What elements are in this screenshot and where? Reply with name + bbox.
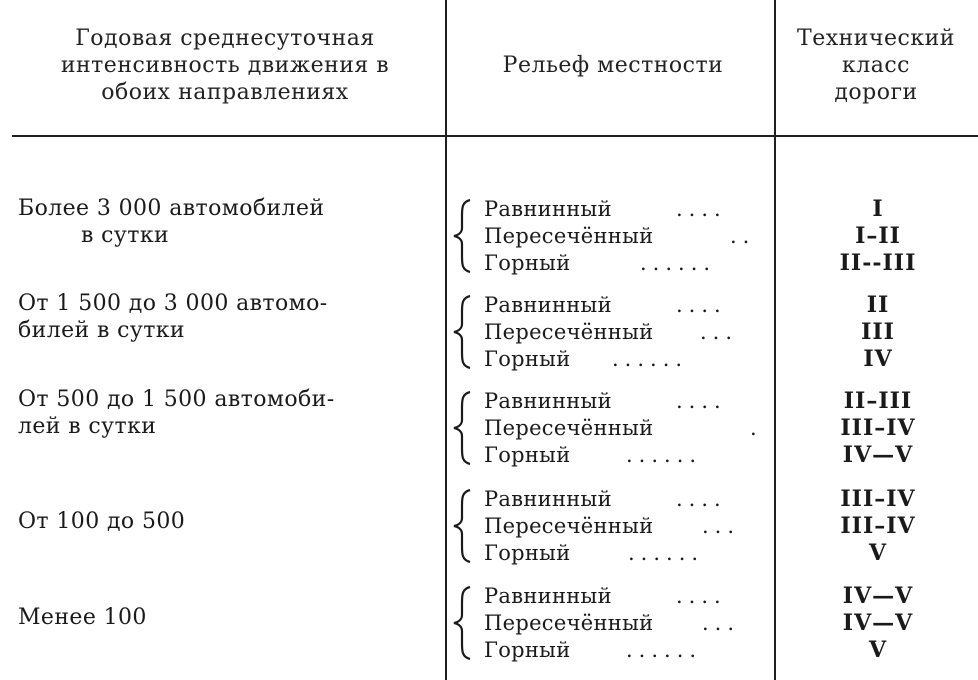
class-cell: I–II (855, 223, 901, 249)
class-cell: IV—V (842, 442, 914, 468)
intensity-label (18, 195, 438, 249)
intensity-label (18, 508, 438, 535)
leader-dots: .... (676, 293, 727, 317)
leader-dots: .... (676, 487, 727, 511)
leader-dots: .. (730, 224, 756, 248)
class-cell: V (868, 540, 888, 566)
header-relief (452, 52, 774, 79)
class-cell: II (866, 292, 890, 318)
class-cell: IV—V (842, 583, 914, 609)
header-intensity (20, 25, 430, 106)
leader-dots: . (750, 416, 763, 440)
relief-cell: Пересечённый (484, 224, 654, 248)
relief-cell: Горный (484, 251, 571, 275)
brace-icon (448, 488, 480, 564)
leader-dots: ...... (640, 251, 717, 275)
header-road-class (776, 25, 976, 106)
header-road-class-line-2: класс (842, 53, 910, 78)
class-cell: III–IV (840, 415, 916, 441)
relief-cell: Пересечённый (484, 320, 654, 344)
intensity-label-line: От 1 500 до 3 000 автомо- (18, 291, 328, 316)
intensity-label-line: билей в сутки (18, 318, 185, 343)
header-rule (12, 135, 978, 137)
header-intensity-line-3: обоих направлениях (101, 80, 349, 105)
intensity-label-line: лей в сутки (18, 414, 157, 439)
leader-dots: ...... (628, 541, 705, 565)
relief-cell: Горный (484, 347, 571, 371)
relief-cell: Равнинный (484, 197, 612, 221)
relief-cell: Равнинный (484, 487, 612, 511)
class-cell: III–IV (840, 513, 916, 539)
class-cell: II--III (839, 250, 917, 276)
header-relief-text: Рельеф местности (502, 53, 724, 78)
intensity-label-line: в сутки (81, 223, 170, 248)
relief-cell: Пересечённый (484, 611, 654, 635)
relief-cell: Горный (484, 638, 571, 662)
class-cell: I (872, 196, 884, 222)
intensity-label-line: От 100 до 500 (18, 509, 186, 534)
relief-cell: Равнинный (484, 389, 612, 413)
relief-cell: Равнинный (484, 293, 612, 317)
leader-dots: ...... (612, 347, 689, 371)
leader-dots: .... (676, 197, 727, 221)
brace-icon (448, 198, 480, 274)
relief-cell: Пересечённый (484, 416, 654, 440)
class-cell: V (868, 637, 888, 663)
header-road-class-line-1: Технический (797, 26, 955, 51)
brace-icon (448, 294, 480, 370)
intensity-label (18, 290, 438, 344)
class-cell: III (861, 319, 895, 345)
relief-cell: Равнинный (484, 584, 612, 608)
leader-dots: ... (702, 611, 741, 635)
header-road-class-line-3: дороги (834, 80, 918, 105)
class-cell: II–III (843, 388, 913, 414)
leader-dots: ... (700, 320, 739, 344)
relief-cell: Горный (484, 541, 571, 565)
intensity-label (18, 604, 438, 631)
leader-dots: .... (676, 584, 727, 608)
header-intensity-line-2: интенсивность движения в (60, 53, 390, 78)
leader-dots: ... (702, 514, 741, 538)
leader-dots: .... (676, 389, 727, 413)
relief-cell: Горный (484, 443, 571, 467)
intensity-label-line: Более 3 000 автомобилей (18, 196, 325, 221)
intensity-label-line: От 500 до 1 500 автомоби- (18, 387, 335, 412)
class-cell: IV (863, 346, 893, 372)
relief-cell: Пересечённый (484, 514, 654, 538)
column-divider-1 (445, 0, 447, 680)
brace-icon (448, 390, 480, 466)
header-intensity-line-1: Годовая среднесуточная (75, 26, 375, 51)
intensity-label-line: Менее 100 (18, 605, 147, 630)
leader-dots: ...... (626, 443, 703, 467)
brace-icon (448, 585, 480, 661)
class-cell: IV—V (842, 610, 914, 636)
intensity-label (18, 386, 438, 440)
leader-dots: ...... (626, 638, 703, 662)
class-cell: III–IV (840, 486, 916, 512)
